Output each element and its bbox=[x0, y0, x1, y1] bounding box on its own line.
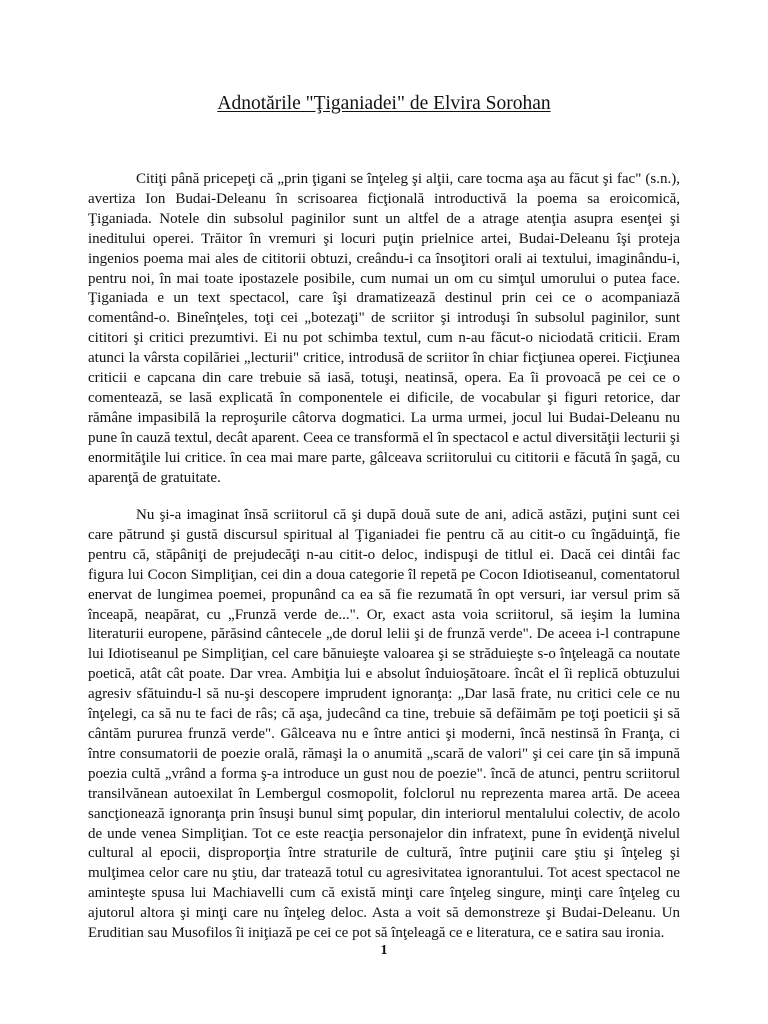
document-title: Adnotările "Ţiganiadei" de Elvira Sorohan bbox=[217, 93, 551, 114]
page-number: 1 bbox=[380, 943, 388, 958]
paragraph-2: Nu şi-a imaginat însă scriitorul că şi după două sute de ani, adică astăzi, puţini sunt cei care pătrund şi gustă discursul spiritual al Ţiganiadei fie pentru că au citit-o cu îngăduinţă, fie pentru că, stăpâniţi de prejudecăţi n-au citit-o deloc, indispuşi de titlul ei. Dacă cei dintâi fac figura lui Cocon Simpliţian, cei din a doua categorie îl repetă pe Cocon Idiotiseanul, comentatorul enervat de lungimea poemei, propunând ca ea să fie rezumată în opt versuri, iar versul prim să înceapă, neapărat, cu „Frunză verde de...". Or, exact asta voia scriitorul, să ieşim la lumina literaturii europene, părăsind cântecele „de dorul lelii şi de frunză verde". De aceea i-l contrapune lui Idiotiseanul pe Simpliţian, cel care bănuieşte valoarea şi se străduieşte s-o înţeleagă ca noutate poetică, atât cât poate. Dar vrea. Ambiţia lui e absolut înduioşătoare. încât el îi replică obtuzului agresiv sfătuindu-l să nu-şi descopere imprudent ignoranţa: „Dar lasă frate, nu critici cele ce nu înţelegi, ca să nu te faci de râs; că aşa, judecând ca tine, trebuie să defăimăm pe toţi poeticii şi să cântăm pururea frunză verde". Gâlceava nu e între antici şi moderni, încă nestinsă în Franţa, ci între consumatorii de poezie orală, rămaşi la o anumită „scară de valori" şi cei care ţin să impună poezia cultă „vrând a forma ş-a introduce un gust nou de poezie". încă de atunci, pentru scriitorul transilvănean autoexilat în Lembergul cosmopolit, folclorul nu reprezenta marea artă. De aceea sancţionează ignoranţa prin însuşi bunul simţ popular, din interiorul mentalului colectiv, de acolo de unde venea Simpliţian. Tot ce este reacţia personajelor din infratext, pune în evidenţă nivelul cultural al epocii, disproporţia între straturile de cultură, între puţinii care ştiu şi înţeleg şi mulţimea celor care nu ştiu, dar tratează totul cu agresivitatea ignorantului. Tot acest spectacol ne aminteşte spusa lui Machiavelli cum că există minţi care înţeleg singure, minţi care înţeleg cu ajutorul altora şi minţi care nu înţeleg deloc. Asta a voit să demonstreze şi Budai-Deleanu. Un Eruditian sau Musofilos îi iniţiază pe cei ce pot să înţeleagă ce e literatura, ce e satira sau ironia. bbox=[88, 507, 680, 942]
paragraph-1: Citiţi până pricepeţi că „prin ţigani se înţeleg şi alţii, care tocma aşa au făcut şi fac" (s.n.), avertiza Ion Budai-Deleanu în scrisoarea ficţională introductivă la poema sa eroicomică, Ţiganiada. Notele din subsolul paginilor sunt un altfel de a atrage atenţia asupra esenţei şi ineditului operei. Trăitor în vremuri şi locuri puţin prielnice artei, Budai-Deleanu îşi proteja ingenios poema mai ales de cititorii obtuzi, creându-i ca însoţitori orali ai textului, imaginându-i, pentru noi, în mai toate ipostazele posibile, cum numai un om cu simţul umorului o putea face. Ţiganiada e un text spectacol, care îşi dramatizează destinul prin cei ce o acompaniază comentând-o. Bineînţeles, toţi cei „botezaţi" de scriitor şi introduşi în subsolul paginilor, sunt cititori şi critici prezumtivi. Ei nu pot schimba textul, cum n-au făcut-o niciodată criticii. Eram atunci la vârsta copilăriei „lecturii" critice, introdusă de scriitor în chiar ficţiunea operei. Ficţiunea criticii e capcana din care trebuie să iasă, totuşi, neatinsă, opera. Ea îi provoacă pe cei ce o comentează, se lasă explicată în componentele ei dificile, de vocabular şi figuri retorice, dar rămâne impasibilă la reproşurile câtorva dogmatici. La urma urmei, jocul lui Budai-Deleanu nu pune în cauză textul, decât aparent. Ceea ce transformă el în spectacol e actul diversităţii lecturii şi enormităţile lui critice. în cea mai mare parte, gâlceava scriitorului cu cititorii e făcută în şagă, cu aparenţă de gratuitate. bbox=[88, 171, 680, 486]
